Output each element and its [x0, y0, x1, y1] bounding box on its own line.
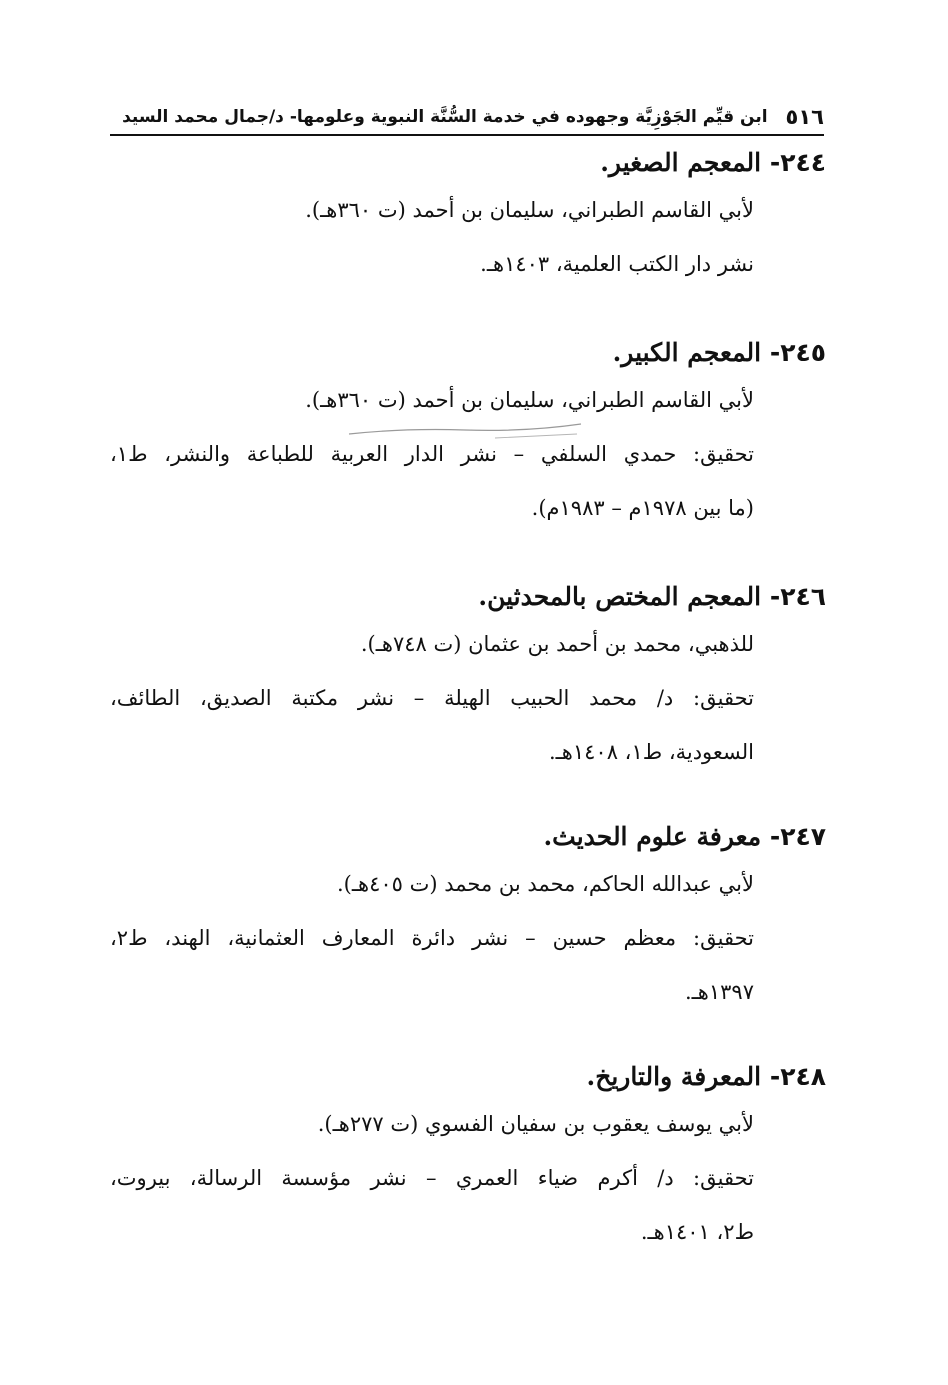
entry-title: المعرفة والتاريخ.: [586, 1062, 762, 1091]
entry-title: معرفة علوم الحديث.: [543, 822, 762, 851]
entry-editor-line: تحقيق: حمدي السلفي – نشر الدار العربية للطباعة والنشر، ط١،: [110, 442, 754, 466]
bibliography-entry-247: [110, 820, 826, 1007]
bibliography-entry-244: [110, 146, 826, 279]
page-header: [110, 100, 824, 136]
entry-author-line: لأبي القاسم الطبراني، سليمان بن أحمد (ت ٣٦٠هـ).: [305, 198, 754, 222]
entry-heading: [110, 580, 826, 614]
entry-date-line: (ما بين ١٩٧٨م – ١٩٨٣م).: [531, 496, 754, 520]
running-title: ابن قيِّم الجَوْزِيَّة وجهوده في خدمة السُّنَّة النبوية وعلومها- د/جمال محمد السيد: [122, 107, 768, 127]
entry-date-line: ١٣٩٧هـ.: [684, 980, 754, 1004]
entry-heading: [110, 146, 826, 180]
entry-number: ٢٤٨-: [769, 1062, 826, 1091]
entry-title: المعجم المختص بالمحدثين.: [478, 582, 762, 611]
entry-heading: [110, 336, 826, 370]
pencil-underline-mark: [345, 418, 585, 446]
entry-editor-line: تحقيق: د/ محمد الحبيب الهيلة – نشر مكتبة الصديق، الطائف،: [110, 686, 754, 710]
entry-number: ٢٤٦-: [769, 582, 826, 611]
entry-number: ٢٤٥-: [769, 338, 826, 367]
entry-heading: [110, 1060, 826, 1094]
entry-date-line: ط٢، ١٤٠١هـ.: [640, 1220, 754, 1244]
entry-date-line: السعودية، ط١، ١٤٠٨هـ.: [548, 740, 754, 764]
entry-editor-line: تحقيق: د/ أكرم ضياء العمري – نشر مؤسسة الرسالة، بيروت،: [110, 1166, 754, 1190]
entry-publisher-line: نشر دار الكتب العلمية، ١٤٠٣هـ.: [480, 252, 754, 276]
bibliography-entry-246: [110, 580, 826, 767]
entry-title: المعجم الصغير.: [600, 148, 762, 177]
entry-author-line: لأبي يوسف يعقوب بن سفيان الفسوي (ت ٢٧٧هـ).: [317, 1112, 754, 1136]
entry-author-line: لأبي القاسم الطبراني، سليمان بن أحمد (ت ٣٦٠هـ).: [305, 388, 754, 412]
entry-number: ٢٤٧-: [769, 822, 826, 851]
entry-author-line: للذهبي، محمد بن أحمد بن عثمان (ت ٧٤٨هـ).: [360, 632, 754, 656]
entry-editor-line: تحقيق: معظم حسين – نشر دائرة المعارف العثمانية، الهند، ط٢،: [110, 926, 754, 950]
bibliography-entry-248: [110, 1060, 826, 1247]
page-number: ٥١٦: [785, 105, 824, 129]
entry-title: المعجم الكبير.: [612, 338, 762, 367]
entry-heading: [110, 820, 826, 854]
entry-number: ٢٤٤-: [769, 148, 826, 177]
entry-author-line: لأبي عبدالله الحاكم، محمد بن محمد (ت ٤٠٥هـ).: [336, 872, 754, 896]
